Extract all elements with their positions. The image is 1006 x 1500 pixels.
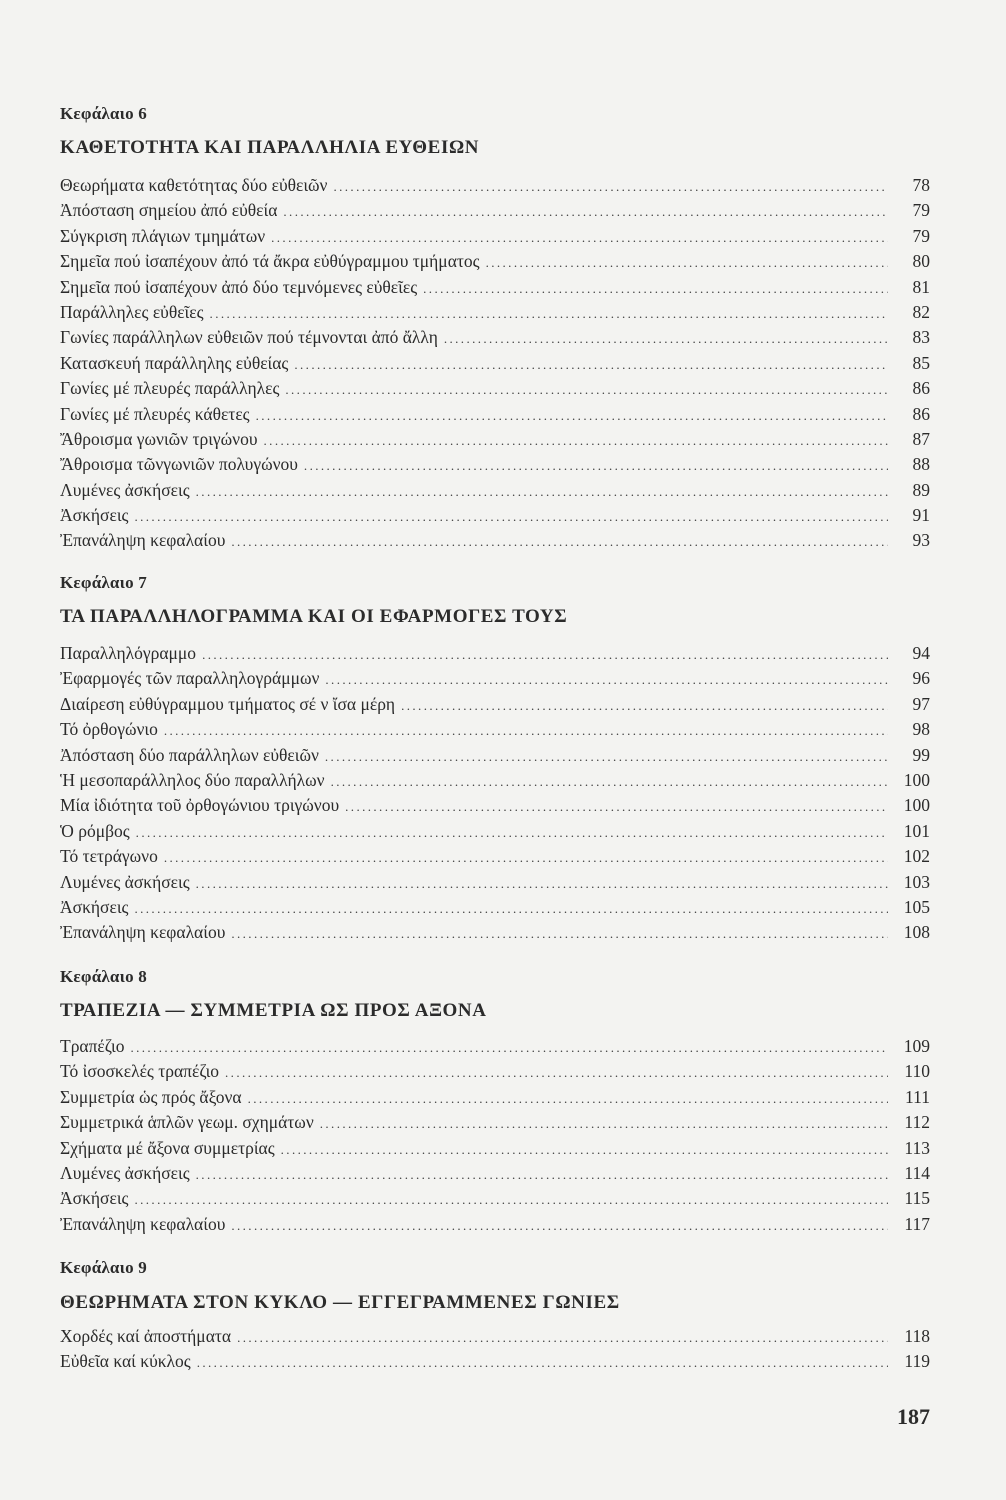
dot-leader <box>325 749 888 765</box>
dot-leader <box>134 509 888 525</box>
toc-entry-page: 103 <box>903 871 930 892</box>
toc-entry-title: Ἄθροισμα γωνιῶν τριγώνου <box>60 428 258 449</box>
chapter-9-label: Κεφάλαιο 9 <box>60 1258 147 1277</box>
toc-entry-title: Λυμένες ἀσκήσεις <box>60 479 190 500</box>
toc-entry-page: 117 <box>904 1213 930 1234</box>
dot-leader <box>197 1355 888 1371</box>
toc-entry-page: 94 <box>912 643 930 663</box>
toc-entry-page: 79 <box>912 200 930 221</box>
dot-leader <box>237 1330 888 1346</box>
dot-leader <box>130 1040 888 1056</box>
dot-leader <box>486 255 888 271</box>
toc-entry <box>60 429 930 454</box>
dot-leader <box>196 876 888 892</box>
toc-entry <box>60 643 930 668</box>
toc-entry-title: Ἀπόσταση σημείου ἀπό εὐθεία <box>60 200 278 221</box>
dot-leader <box>164 850 888 866</box>
toc-entry-page: 111 <box>905 1086 930 1107</box>
toc-entry-page: 87 <box>912 428 930 449</box>
toc-entry <box>60 277 930 302</box>
dot-leader <box>345 799 888 815</box>
toc-entry-page: 119 <box>904 1351 930 1372</box>
toc-entry <box>60 872 930 897</box>
toc-entry-title: Ἐπανάληψη κεφαλαίου <box>60 1213 226 1234</box>
toc-entry-title: Συμμετρία ὡς πρός ἄξονα <box>60 1086 242 1107</box>
toc-entry-title: Τό ἰσοσκελές τραπέζιο <box>60 1061 220 1082</box>
toc-entry <box>60 1188 930 1213</box>
toc-entry-page: 86 <box>912 403 930 424</box>
toc-entry-title: Ἐπανάληψη κεφαλαίου <box>60 530 226 551</box>
toc-entry-page: 85 <box>912 352 930 373</box>
dot-leader <box>202 647 888 663</box>
dot-leader <box>256 408 888 424</box>
toc-entry-page: 89 <box>912 479 930 500</box>
dot-leader <box>134 1192 888 1208</box>
toc-entry-title: Τό τετράγωνο <box>60 846 158 867</box>
toc-entry-page: 99 <box>912 744 930 765</box>
toc-entry <box>60 795 930 820</box>
toc-entry-title: Ὁ ρόμβος <box>60 820 130 841</box>
toc-entry-title: Εὐθεῖα καί κύκλος <box>60 1351 191 1372</box>
dot-leader <box>444 331 888 347</box>
toc-entry-title: Ἀσκήσεις <box>60 896 129 917</box>
toc-entry-title: Διαίρεση εὐθύγραμμου τμήματος σέ ν ἴσα μέρη <box>60 693 396 714</box>
toc-entry-page: 115 <box>904 1188 930 1209</box>
toc-entry-page: 83 <box>912 327 930 348</box>
toc-entry <box>60 668 930 693</box>
toc-entry <box>60 1112 930 1137</box>
chapter-8-title: ΤΡΑΠΕΖΙΑ — ΣΥΜΜΕΤΡΙΑ ΩΣ ΠΡΟΣ ΑΞΟΝΑ <box>60 1000 487 1021</box>
toc-entry <box>60 897 930 922</box>
dot-leader <box>231 926 888 942</box>
toc-entry <box>60 1061 930 1086</box>
toc-entry-title: Συμμετρικά ἁπλῶν γεωμ. σχημάτων <box>60 1112 314 1133</box>
toc-entry-page: 101 <box>903 820 930 841</box>
toc-entry <box>60 200 930 225</box>
chapter-6-entries <box>60 175 930 556</box>
dot-leader <box>294 357 888 373</box>
dot-leader <box>231 534 888 550</box>
toc-entry <box>60 719 930 744</box>
toc-entry <box>60 846 930 871</box>
toc-entry-title: Ἄθροισμα τῶνγωνιῶν πολυγώνου <box>60 454 298 475</box>
toc-entry-page: 118 <box>904 1326 930 1346</box>
toc-entry-title: Παραλληλόγραμμο <box>60 643 197 663</box>
chapter-7-label: Κεφάλαιο 7 <box>60 573 147 592</box>
toc-entry <box>60 1087 930 1112</box>
toc-entry <box>60 302 930 327</box>
toc-entry-title: Σημεῖα πού ἰσαπέχουν ἀπό τά ἄκρα εὐθύγραμμου τμήματος <box>60 251 480 272</box>
toc-entry <box>60 353 930 378</box>
dot-leader <box>325 672 888 688</box>
toc-entry <box>60 1351 930 1376</box>
toc-entry-page: 79 <box>912 225 930 246</box>
toc-entry <box>60 745 930 770</box>
toc-entry-page: 78 <box>912 175 930 195</box>
dot-leader <box>285 382 888 398</box>
toc-entry-page: 88 <box>912 454 930 475</box>
dot-leader <box>423 281 888 297</box>
dot-leader <box>264 433 888 449</box>
toc-entry-page: 102 <box>903 846 930 867</box>
toc-entry <box>60 1138 930 1163</box>
toc-entry-page: 93 <box>912 530 930 551</box>
toc-entry-page: 91 <box>912 505 930 526</box>
toc-entry <box>60 1036 930 1061</box>
dot-leader <box>248 1091 888 1107</box>
toc-entry-page: 108 <box>903 922 930 943</box>
toc-entry-title: Γωνίες παράλληλων εὐθειῶν πού τέμνονται ἀπό ἄλλη <box>60 327 438 348</box>
dot-leader <box>164 723 888 739</box>
dot-leader <box>333 179 888 195</box>
dot-leader <box>331 774 888 790</box>
toc-entry <box>60 251 930 276</box>
dot-leader <box>136 825 888 841</box>
chapter-9-title: ΘΕΩΡΗΜΑΤΑ ΣΤΟΝ ΚΥΚΛΟ — ΕΓΓΕΓΡΑΜΜΕΝΕΣ ΓΩΝΙΕΣ <box>60 1292 620 1313</box>
toc-entry <box>60 530 930 555</box>
toc-entry <box>60 821 930 846</box>
dot-leader <box>401 698 888 714</box>
toc-entry-title: Χορδές καί ἀποστήματα <box>60 1326 232 1346</box>
toc-entry <box>60 480 930 505</box>
dot-leader <box>271 230 888 246</box>
toc-entry-title: Τραπέζιο <box>60 1036 125 1056</box>
toc-entry-title: Κατασκευή παράλληλης εὐθείας <box>60 352 289 373</box>
toc-entry-page: 110 <box>904 1061 930 1082</box>
toc-entry <box>60 1214 930 1239</box>
toc-entry-title: Γωνίες μέ πλευρές παράλληλες <box>60 378 280 399</box>
toc-entry-page: 98 <box>912 719 930 740</box>
toc-entry-title: Ἐπανάληψη κεφαλαίου <box>60 922 226 943</box>
toc-entry-page: 113 <box>904 1137 930 1158</box>
toc-entry-page: 81 <box>912 276 930 297</box>
dot-leader <box>196 484 888 500</box>
toc-entry-title: Ἀπόσταση δύο παράλληλων εὐθειῶν <box>60 744 319 765</box>
toc-entry-title: Σύγκριση πλάγιων τμημάτων <box>60 225 266 246</box>
toc-entry <box>60 505 930 530</box>
toc-entry-page: 109 <box>903 1036 930 1056</box>
toc-entry <box>60 175 930 200</box>
dot-leader <box>196 1167 888 1183</box>
toc-entry <box>60 1163 930 1188</box>
toc-entry <box>60 404 930 429</box>
toc-entry <box>60 378 930 403</box>
toc-entry-title: Παράλληλες εὐθεῖες <box>60 301 204 322</box>
toc-entry-title: Λυμένες ἀσκήσεις <box>60 871 190 892</box>
dot-leader <box>210 306 888 322</box>
toc-entry-page: 96 <box>912 668 930 689</box>
chapter-8-label: Κεφάλαιο 8 <box>60 967 147 986</box>
chapter-6-label: Κεφάλαιο 6 <box>60 104 147 123</box>
toc-entry <box>60 327 930 352</box>
dot-leader <box>281 1142 888 1158</box>
toc-entry-title: Ἐφαρμογές τῶν παραλληλογράμμων <box>60 668 320 689</box>
chapter-6-title: ΚΑΘΕΤΟΤΗΤΑ ΚΑΙ ΠΑΡΑΛΛΗΛΙΑ ΕΥΘΕΙΩΝ <box>60 137 480 158</box>
dot-leader <box>225 1065 888 1081</box>
toc-entry-title: Ἀσκήσεις <box>60 505 129 526</box>
dot-leader <box>231 1218 888 1234</box>
toc-entry-page: 105 <box>903 896 930 917</box>
dot-leader <box>320 1116 888 1132</box>
toc-entry-page: 112 <box>904 1112 930 1133</box>
toc-entry-page: 114 <box>904 1162 930 1183</box>
page-number: 187 <box>897 1404 930 1429</box>
toc-entry-title: Γωνίες μέ πλευρές κάθετες <box>60 403 250 424</box>
toc-entry <box>60 454 930 479</box>
chapter-7-entries <box>60 643 930 948</box>
toc-entry-page: 100 <box>903 769 930 790</box>
toc-entry-title: Ἀσκήσεις <box>60 1188 129 1209</box>
toc-entry <box>60 1326 930 1351</box>
toc-entry-title: Λυμένες ἀσκήσεις <box>60 1162 190 1183</box>
dot-leader <box>304 458 888 474</box>
chapter-9-entries <box>60 1326 930 1377</box>
dot-leader <box>283 204 888 220</box>
toc-entry-title: Μία ἰδιότητα τοῦ ὀρθογώνιου τριγώνου <box>60 795 340 816</box>
dot-leader <box>134 901 888 917</box>
toc-entry-page: 80 <box>912 251 930 272</box>
toc-entry-title: Ἡ μεσοπαράλληλος δύο παραλλήλων <box>60 769 325 790</box>
toc-entry <box>60 694 930 719</box>
toc-entry-title: Σημεῖα πού ἰσαπέχουν ἀπό δύο τεμνόμενες εὐθεῖες <box>60 276 418 297</box>
toc-entry <box>60 922 930 947</box>
toc-entry-title: Θεωρήματα καθετότητας δύο εὐθειῶν <box>60 175 328 195</box>
toc-entry-title: Σχήματα μέ ἄξονα συμμετρίας <box>60 1137 275 1158</box>
toc-entry-title: Τό ὀρθογώνιο <box>60 719 158 740</box>
toc-entry-page: 86 <box>912 378 930 399</box>
toc-entry <box>60 226 930 251</box>
toc-entry-page: 97 <box>912 693 930 714</box>
chapter-7-title: ΤΑ ΠΑΡΑΛΛΗΛΟΓΡΑΜΜΑ ΚΑΙ ΟΙ ΕΦΑΡΜΟΓΕΣ ΤΟΥΣ <box>60 606 568 627</box>
toc-entry <box>60 770 930 795</box>
chapter-8-entries <box>60 1036 930 1239</box>
toc-entry-page: 100 <box>903 795 930 816</box>
toc-entry-page: 82 <box>912 301 930 322</box>
